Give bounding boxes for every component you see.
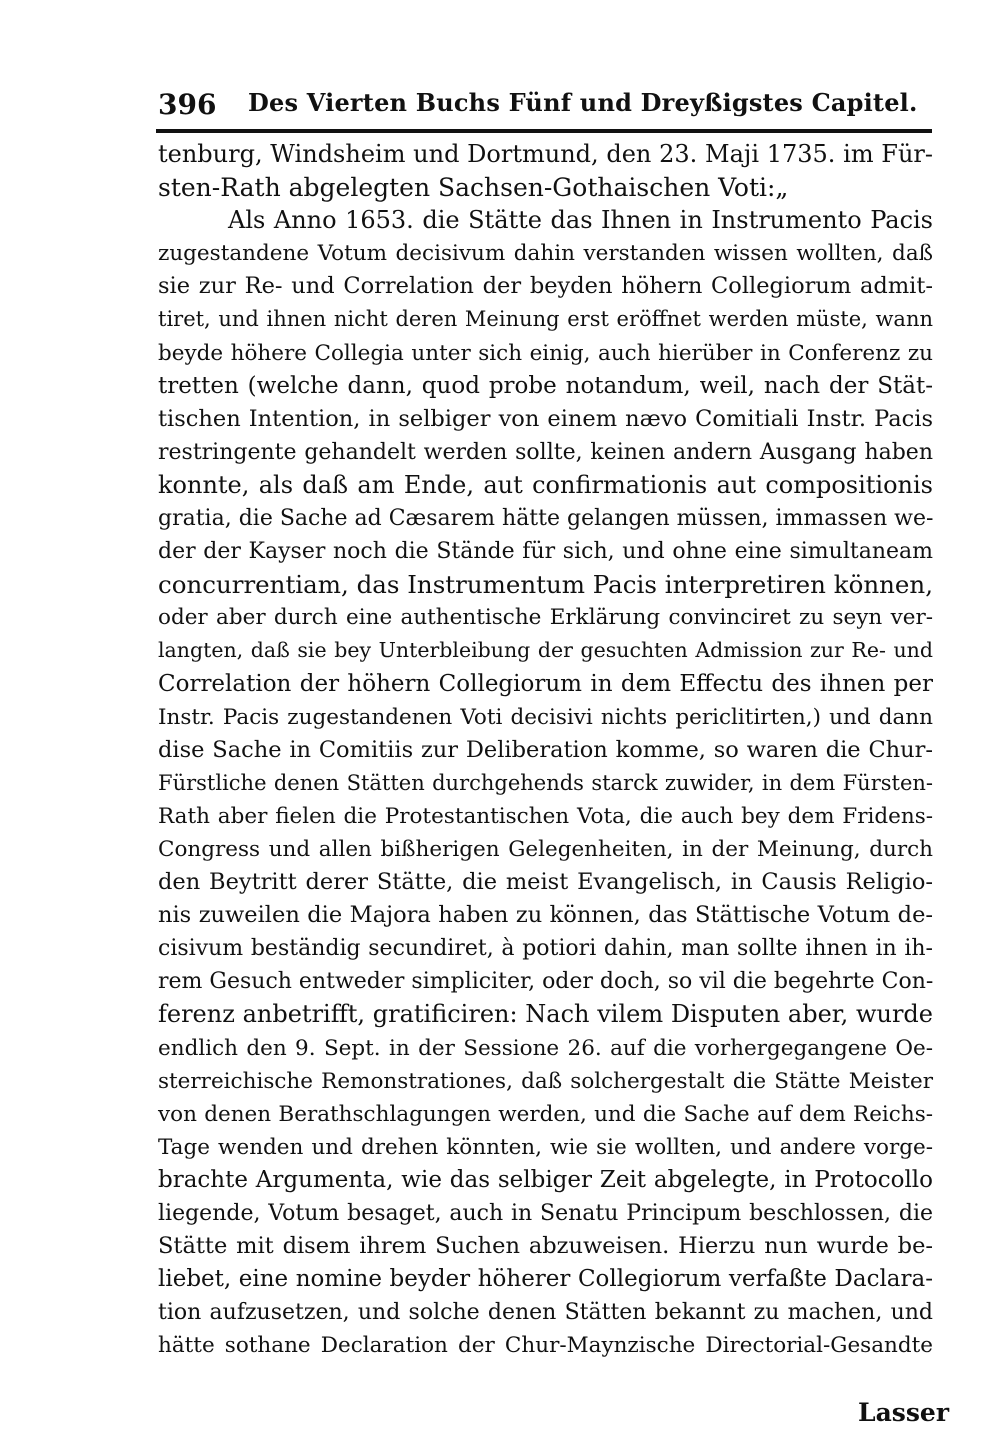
text-line: tenburg, Windsheim und Dortmund, den 23. Maji 1735. im Für-: [158, 140, 933, 168]
page-number: 396: [158, 88, 217, 121]
text-line: restringente gehandelt werden sollte, keinen andern Ausgang haben: [158, 439, 933, 465]
text-line: tischen Intention, in selbiger von einem nævo Comitiali Instr. Pacis: [158, 405, 933, 432]
text-line: Congress und allen bißherigen Gelegenheiten, in der Meinung, durch: [158, 836, 933, 862]
text-line: nis zuweilen die Majora haben zu können, das Stättische Votum de-: [158, 902, 933, 929]
running-title: Des Vierten Buchs Fünf und Dreyßigstes Capitel.: [248, 88, 918, 117]
text-line: rem Gesuch entweder simpliciter, oder doch, so vil die begehrte Con-: [158, 969, 934, 995]
catchword: Lasser: [858, 1398, 950, 1427]
text-line: sten-Rath abgelegten Sachsen-Gothaischen Voti:„: [158, 173, 789, 203]
text-line: oder aber durch eine authentische Erklärung convinciret zu seyn ver-: [158, 605, 933, 631]
text-line: tion aufzusetzen, und solche denen Stätten bekannt zu machen, und: [158, 1300, 933, 1326]
text-line: langten, daß sie bey Unterbleibung der gesuchten Admission zur Re- und: [158, 638, 933, 663]
text-line: dise Sache in Comitiis zur Deliberation komme, so waren die Chur-: [158, 736, 933, 763]
text-line: zugestandene Votum decisivum dahin verstanden wissen wollten, daß: [158, 241, 933, 267]
text-line: Tage wenden und drehen könnten, wie sie wollten, und andere vorge-: [158, 1134, 933, 1160]
text-line: den Beytritt derer Stätte, die meist Evangelisch, in Causis Religio-: [158, 869, 933, 896]
text-line: Correlation der höhern Collegiorum in dem Effectu des ihnen per: [158, 670, 933, 697]
page-header: [158, 84, 928, 124]
text-line: Stätte mit disem ihrem Suchen abzuweisen. Hierzu nun wurde be-: [158, 1233, 933, 1260]
text-line: endlich den 9. Sept. in der Sessione 26. auf die vorhergegangene Oe-: [158, 1035, 933, 1061]
text-line: Rath aber fielen die Protestantischen Vota, die auch bey dem Fridens-: [158, 803, 933, 829]
text-line: sterreichische Remonstrationes, daß solchergestalt die Stätte Meister: [158, 1068, 933, 1094]
text-line: konnte, als daß am Ende, aut confirmationis aut compositionis: [158, 470, 933, 499]
text-line: gratia, die Sache ad Cæsarem hätte gelangen müssen, immassen we-: [158, 506, 934, 532]
text-line: von denen Berathschlagungen werden, und die Sache auf dem Reichs-: [158, 1101, 933, 1127]
text-line: Als Anno 1653. die Stätte das Ihnen in Instrumento Pacis: [228, 206, 933, 235]
text-line: sie zur Re- und Correlation der beyden höhern Collegiorum admit-: [158, 273, 933, 300]
text-line: liebet, eine nomine beyder höherer Collegiorum verfaßte Daclara-: [158, 1266, 933, 1293]
text-line: concurrentiam, das Instrumentum Pacis interpretiren können,: [158, 570, 933, 600]
text-line: Fürstliche denen Stätten durchgehends starck zuwider, in dem Fürsten-: [158, 770, 933, 795]
text-line: brachte Argumenta, wie das selbiger Zeit abgelegte, in Protocollo: [158, 1166, 933, 1193]
text-line: der der Kayser noch die Stände für sich, und ohne eine simultaneam: [158, 539, 933, 565]
text-line: ferenz anbetrifft, gratificiren: Nach vilem Disputen aber, wurde: [158, 1000, 933, 1029]
text-line: beyde höhere Collegia unter sich einig, auch hierüber in Conferenz zu: [158, 340, 933, 366]
body-text: [158, 138, 933, 1362]
text-line: tiret, und ihnen nicht deren Meinung erst eröffnet werden müste, wann: [158, 307, 933, 332]
text-line: cisivum beständig secundiret, à potiori dahin, man sollte ihnen in ih-: [158, 936, 933, 962]
text-line: Instr. Pacis zugestandenen Voti decisivi nichts periclitirten,) und dann: [158, 704, 933, 730]
header-rule: [156, 129, 932, 133]
text-line: liegende, Votum besaget, auch in Senatu Principum beschlossen, die: [158, 1201, 933, 1226]
text-line: tretten (welche dann, quod probe notandum, weil, nach der Stät-: [158, 372, 933, 399]
text-line: hätte sothane Declaration der Chur-Maynzische Directorial-Gesandte: [158, 1333, 933, 1359]
